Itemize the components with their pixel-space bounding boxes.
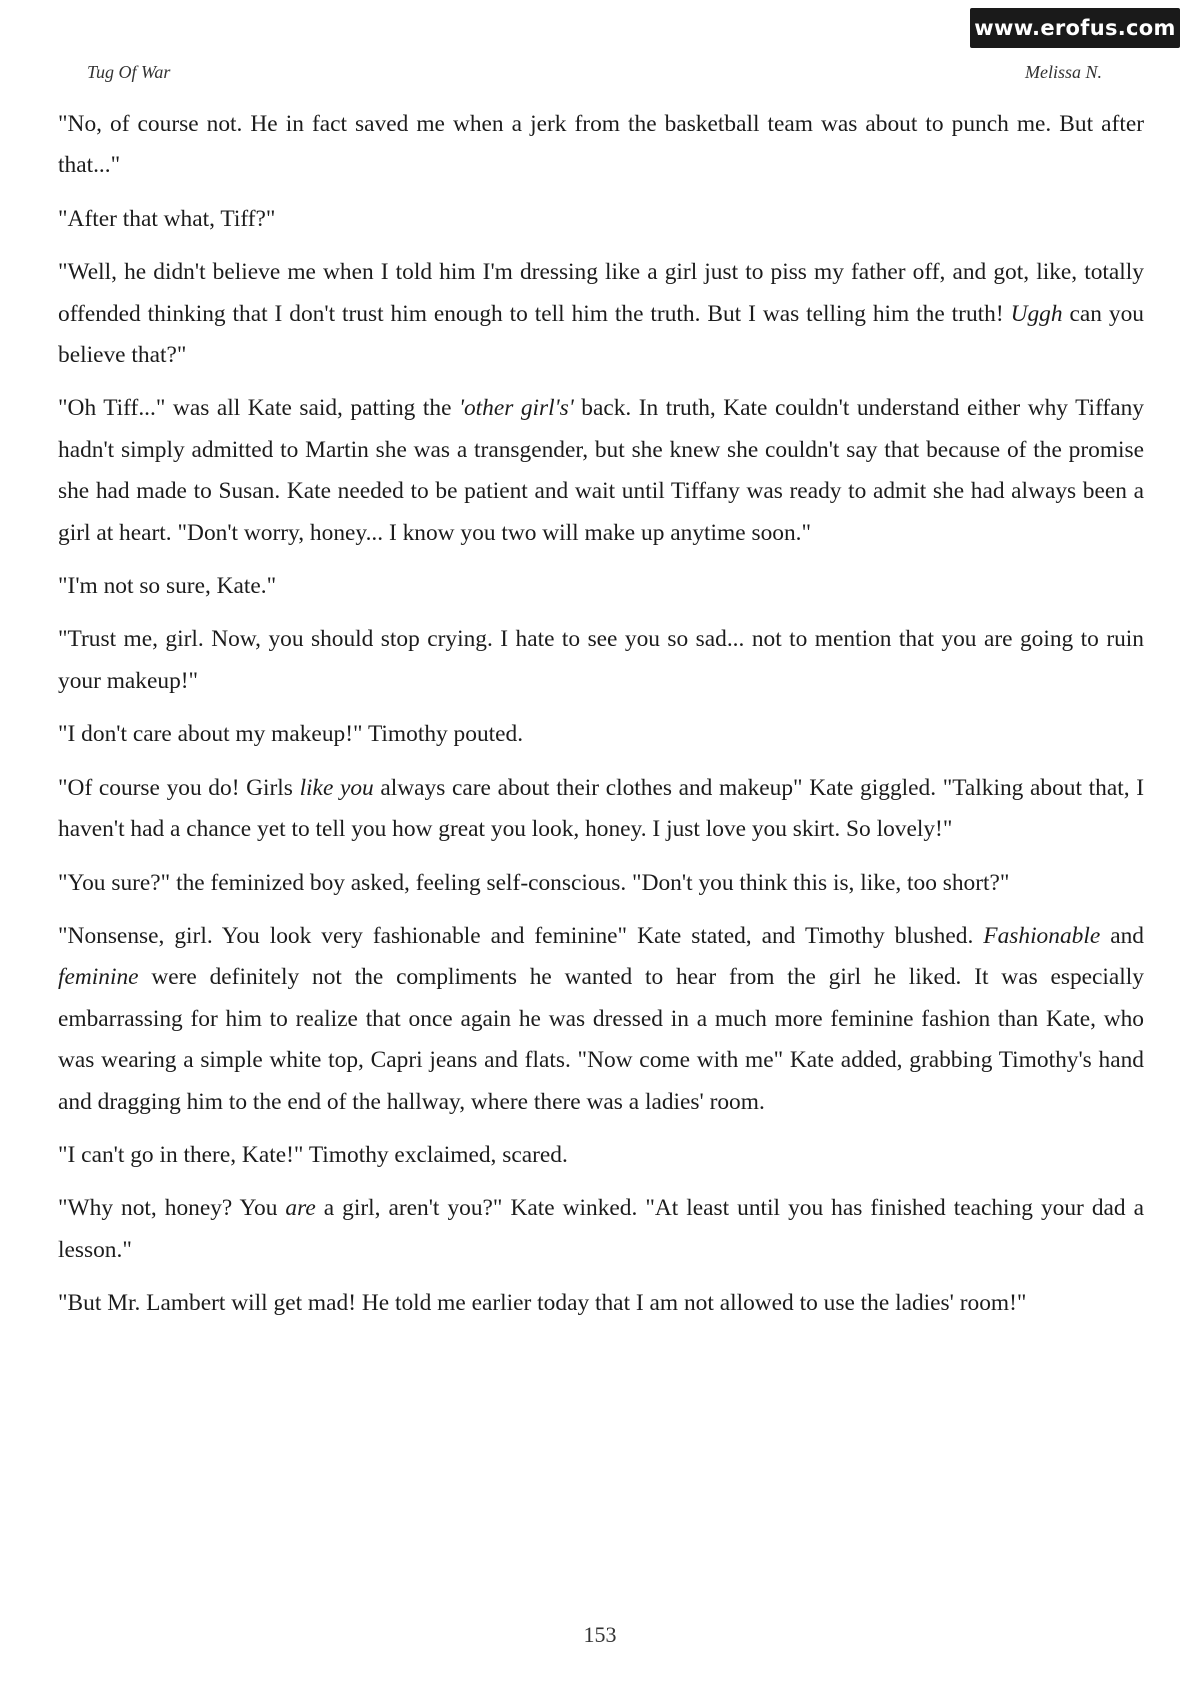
italic-run: 'other girl's' [458,395,574,422]
italic-run: are [285,1195,316,1222]
running-header [87,62,1102,83]
text-run: "But Mr. Lambert will get mad! He told me earlier today that I am not allowed to use the ladies' room!" [58,1290,1027,1317]
text-run: "Well, he didn't believe me when I told him I'm dressing like a girl just to piss my father off, and got, like, totally offended thinking that I don't trust him enough to tell him the truth. But I was telling him the truth! [58,259,1144,327]
text-run: and [1100,922,1144,949]
paragraph [58,768,1144,851]
text-run: "I don't care about my makeup!" Timothy pouted. [58,721,524,748]
paragraph [58,619,1144,702]
paragraph [58,252,1144,376]
text-run: always care about their clothes and makeup" Kate giggled. "Talking about that, I haven't had a chance yet to tell you how great you look, honey. I just love you skirt. So lovely!" [58,774,1144,843]
italic-run: Fashionable [983,922,1101,949]
text-run: "Of course you do! Girls [58,774,300,801]
text-run: "I can't go in there, Kate!" Timothy exclaimed, scared. [58,1141,568,1168]
paragraph [58,1135,1144,1176]
watermark-text: www.erofus.com [974,16,1176,40]
text-run: "Nonsense, girl. You look very fashionable and feminine" Kate stated, and Timothy blushed. [58,922,984,949]
text-run: "After that what, Tiff?" [58,205,276,232]
italic-run: like you [299,774,374,801]
book-title: Tug Of War [87,62,171,82]
text-run: can you believe that?" [58,300,1144,369]
paragraph [58,388,1144,554]
paragraph [58,566,1144,607]
italic-run: Uggh [1010,300,1063,327]
watermark [970,8,1180,48]
paragraph [58,104,1144,187]
text-run: "Oh Tiff..." was all Kate said, patting the [58,395,459,422]
italic-run: feminine [58,964,139,991]
text-run: back. In truth, Kate couldn't understand either why Tiffany hadn't simply admitted to Martin she was a transgender, but she knew she couldn't say that because of the promise she had made to Susan. Kate needed to be patient and wait until Tiffany was ready to admit she had always been a girl at heart. "Don't worry, honey... I know you two will make up anytime soon." [58,395,1144,546]
paragraph [58,1283,1144,1324]
paragraph [58,1188,1144,1271]
page-body [58,104,1144,1337]
paragraph [58,199,1144,240]
text-run: "No, of course not. He in fact saved me when a jerk from the basketball team was about to punch me. But after that..." [58,111,1144,179]
text-run: "Trust me, girl. Now, you should stop crying. I hate to see you so sad... not to mention that you are going to ruin your makeup!" [58,626,1144,694]
text-run: a girl, aren't you?" Kate winked. "At least until you has finished teaching your dad a lesson." [58,1195,1145,1263]
paragraph [58,916,1144,1123]
paragraph [58,863,1144,904]
paragraph [58,714,1144,755]
text-run: "I'm not so sure, Kate." [58,573,277,600]
text-run: "You sure?" the feminized boy asked, feeling self-conscious. "Don't you think this is, like, too short?" [58,869,1010,896]
text-run: "Why not, honey? You [58,1195,286,1222]
text-run: were definitely not the compliments he wanted to hear from the girl he liked. It was especially embarrassing for him to realize that once again he was dressed in a much more feminine fashion than Kate, who was wearing a simple white top, Capri jeans and flats. "Now come with me" Kate added, grabbing Timothy's hand and dragging him to the end of the hallway, where there was a ladies' room. [58,964,1144,1115]
page-number: 153 [583,1622,617,1647]
author-name: Melissa N. [1024,62,1102,82]
